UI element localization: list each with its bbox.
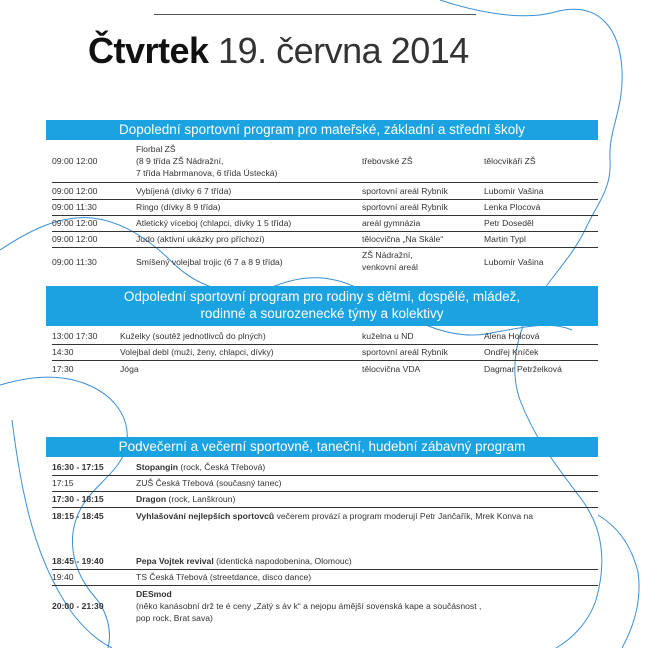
program-detail: večerem provází a program moderují Petr Jančařík, Mrek Konva na (274, 511, 534, 521)
row-place-line: ZŠ Nádražní, (362, 250, 413, 260)
program-name: TS Česká Třebová (streetdance, disco dance) (136, 572, 312, 582)
program-name: DESmod (136, 589, 172, 599)
table-row (52, 331, 598, 345)
table-row (52, 347, 598, 361)
program-time: 17:15 (52, 478, 74, 488)
row-time: 09:00 12:00 (52, 186, 98, 196)
row-place: tělocvična „Na Skále“ (362, 234, 444, 244)
section3-title: Podvečerní a večerní sportovně, taneční, hudební zábavný program (118, 439, 526, 454)
program-name: Pepa Vojtek revival (136, 556, 214, 566)
table-row (52, 186, 598, 200)
row-event: Vybíjená (dívky 6 7 třída) (136, 186, 232, 196)
program-detail: (rock, Lanškroun) (166, 494, 236, 504)
section1-header (46, 120, 598, 140)
row-person: Lenka Plocová (484, 202, 541, 212)
row-place: sportovní areál Rybník (362, 347, 448, 357)
program-time: 19:40 (52, 572, 74, 582)
program-time: 18:45 - 19:40 (52, 556, 104, 566)
row-event-line: (8 9 třída ZŠ Nádražní, (136, 156, 224, 166)
row-place: sportovní areál Rybník (362, 202, 448, 212)
row-place: kuželna u ND (362, 331, 414, 341)
section1-title: Dopolední sportovní program pro mateřské, základní a střední školy (119, 122, 525, 137)
row-person: Lubomír Vašina (484, 257, 544, 267)
row-event-line: 7 třída Habrmanova, 6 třída Ústecká) (136, 168, 278, 178)
section2-title-line: Odpolední sportovní program pro rodiny s dětmi, dospělé, mládež, (123, 289, 521, 304)
row-time: 17:30 (52, 364, 74, 374)
table-row (52, 218, 598, 232)
title-date: 19. června 2014 (218, 30, 469, 71)
program-row (52, 511, 598, 524)
program-detail: (rock, Česká Třebová) (178, 462, 266, 472)
row-place: sportovní areál Rybník (362, 186, 448, 196)
row-place: tělocvična VDA (362, 364, 421, 374)
table-row (52, 364, 598, 377)
row-event-line: Florbal ZŠ (136, 144, 176, 154)
page-title (88, 30, 469, 72)
row-event: Volejbal debl (muži, ženy, chlapci, dívky) (120, 347, 274, 357)
section2-title-line: rodinné a sourozenecké týmy a kolektivy (200, 306, 444, 321)
row-place: areál gymnázia (362, 218, 421, 228)
row-person: Petr Doseděl (484, 218, 534, 228)
table-row (52, 202, 598, 216)
program-row (52, 494, 598, 508)
program-detail-line: (něko kanásobní drž te é ceny „Zatý s áv k“ a nejopu ámější sovenská kape a součásnost , (136, 601, 482, 611)
row-time: 09:00 12:00 (52, 156, 98, 166)
row-time: 09:00 12:00 (52, 218, 98, 228)
row-time: 09:00 11:30 (52, 202, 97, 212)
table-row (52, 234, 598, 248)
program-name: Vyhlašování nejlepších sportovců (136, 511, 275, 521)
row-event: Jóga (120, 364, 139, 374)
row-event: Atletický víceboj (chlapci, dívky 1 5 třída) (136, 218, 292, 228)
row-place-line: venkovní areál (362, 262, 418, 272)
row-event: Kuželky (soutěž jednotlivců do plných) (120, 331, 266, 341)
section2-header (46, 286, 598, 326)
program-name: ZUŠ Česká Třebová (současný tanec) (136, 478, 282, 488)
top-rule (154, 14, 476, 15)
program-time: 18:15 - 18:45 (52, 511, 104, 521)
program-time: 20:00 - 21:30 (52, 601, 104, 611)
row-person: tělocvikáři ZŠ (484, 156, 536, 166)
program-row (52, 572, 598, 586)
row-event: Judo (aktivní ukázky pro příchozí) (136, 234, 265, 244)
row-person: Dagmar Petrželková (484, 364, 562, 374)
row-event: Smíšený volejbal trojic (6 7 a 8 9 třída) (136, 257, 283, 267)
row-person: Alena Holcová (484, 331, 540, 341)
table-row (52, 144, 598, 183)
program-detail: (identická napodobenina, Olomouc) (213, 556, 352, 566)
row-event: Ringo (dívky 8 9 třída) (136, 202, 221, 212)
program-row (52, 556, 598, 570)
row-time: 09:00 11:30 (52, 257, 97, 267)
program-detail-line: pop rock, Brat sava) (136, 613, 213, 623)
program-row (52, 478, 598, 492)
table-row (52, 250, 598, 276)
title-day: Čtvrtek (88, 30, 209, 71)
row-time: 09:00 12:00 (52, 234, 98, 244)
program-name: Dragon (136, 494, 167, 504)
row-person: Ondřej Kníček (484, 347, 539, 357)
row-time: 14:30 (52, 347, 74, 357)
program-row (52, 589, 598, 627)
row-person: Martin Typl (484, 234, 526, 244)
program-time: 17:30 - 18:15 (52, 494, 104, 504)
program-time: 16:30 - 17:15 (52, 462, 104, 472)
section3-header (46, 437, 598, 457)
row-place: třebovské ZŠ (362, 156, 413, 166)
row-time: 13:00 17:30 (52, 331, 98, 341)
row-person: Lubomír Vašina (484, 186, 544, 196)
program-row (52, 462, 598, 476)
program-name: Stopangin (136, 462, 179, 472)
